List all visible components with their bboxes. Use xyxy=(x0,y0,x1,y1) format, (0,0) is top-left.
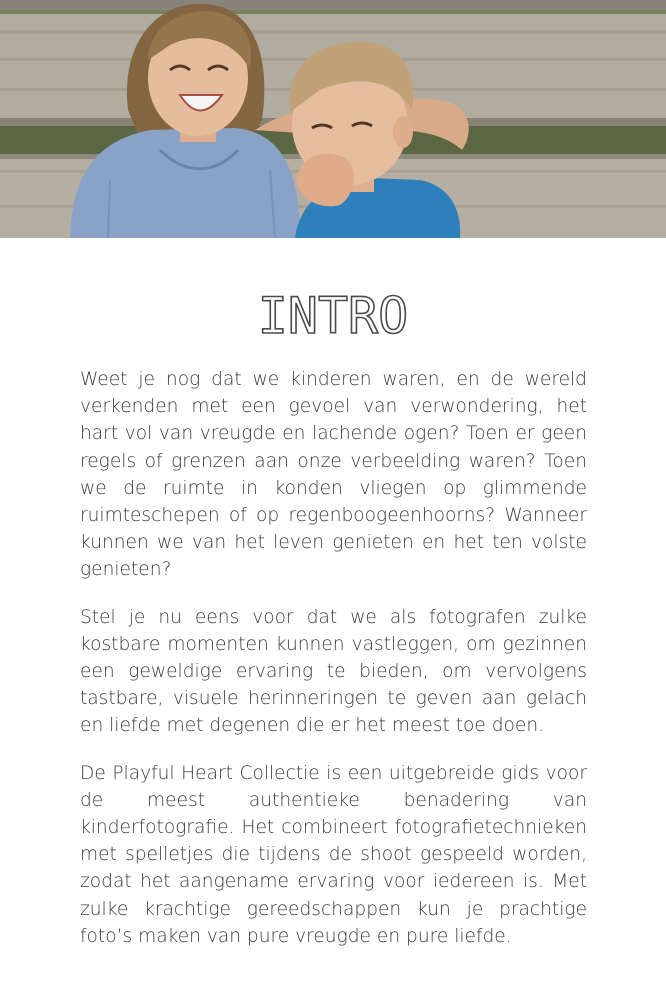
paragraph-3: De Playful Heart Collectie is een uitgebreide gids voor de meest authentieke benadering van kinderfotografie. Het combineert fotografietechnieken met spelletjes die tijdens de shoot gespeeld worden, zodat het aangename ervaring voor iedereen is. Met zulke krachtige gereedschappen kun je prachtige foto’s maken van pure vreugde en pure liefde. xyxy=(80,762,587,947)
paragraph-2: Stel je nu eens voor dat we als fotografen zulke kostbare momenten kunnen vastleggen, om gezinnen een geweldige ervaring te bieden, om vervolgens tastbare, visuele herinneringen te geven aan gelach en liefde met degenen die er het meest toe doen. xyxy=(80,606,587,737)
paragraph-1: Weet je nog dat we kinderen waren, en de wereld verkenden met een gevoel van verwondering, het hart vol van vreugde en lachende ogen? Toen er geen regels of grenzen aan onze verbeelding waren? Toen we de ruimte in konden vliegen op glimmende ruimteschepen of op regenboogeenhoorns? Wanneer kunnen we van het leven genieten en het ten volste genieten? xyxy=(80,369,587,581)
body-text xyxy=(80,366,587,970)
page-title: INTRO xyxy=(257,287,409,345)
header-photo xyxy=(0,0,666,238)
